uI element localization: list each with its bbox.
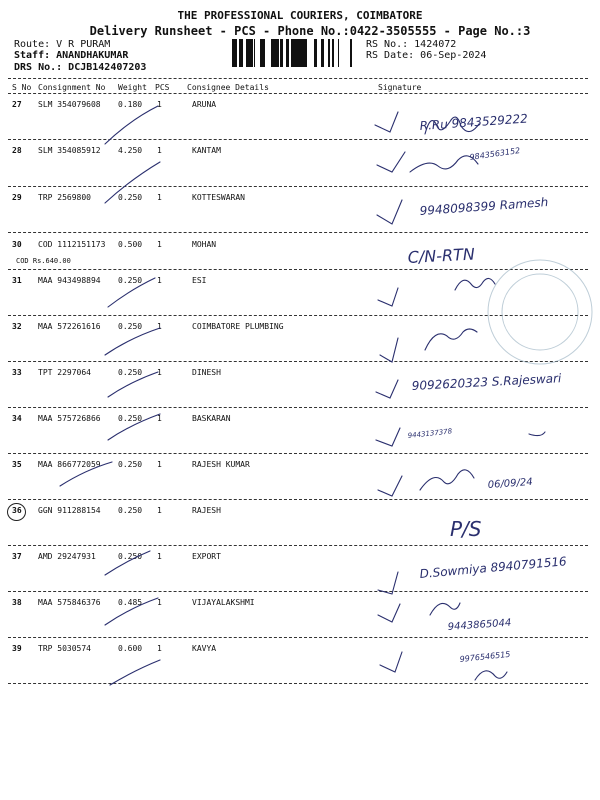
row-27-signature: R.Ru 9843529222 [419,111,529,133]
tick-mark [108,372,158,397]
sig-tick [376,428,400,446]
row-weight: 0.250 [118,368,143,377]
row-pcs: 1 [157,506,162,515]
row-pcs: 1 [157,552,162,561]
row-35-signature: 06/09/24 [487,476,534,491]
runsheet-subtitle: Delivery Runsheet - PCS - Phone No.:0422-3505555 - Page No.:3 [89,24,531,38]
row-sno: 39 [12,644,22,653]
tick-mark [108,278,155,307]
row-pcs: 1 [157,100,162,109]
row-sno: 38 [12,598,22,607]
row-34-signature: 9443137378 [407,427,453,440]
row-33-signature: 9092620323 S.Rajeswari [411,371,562,393]
row-weight: 0.250 [118,460,143,469]
row-pcs: 1 [157,460,162,469]
row-weight: 0.250 [118,414,143,423]
row-weight: 0.250 [118,193,143,202]
sig-tick [378,572,398,594]
company-title: THE PROFESSIONAL COURIERS, COIMBATORE [177,9,423,22]
row-pcs: 1 [157,368,162,377]
row-sno: 27 [12,100,22,109]
sig-scribble [455,278,495,290]
row-pcs: 1 [157,193,162,202]
row-29-signature: 9948098399 Ramesh [419,195,549,218]
row-consignment-no: MAA 572261616 [38,322,101,331]
col-pcs-header: PCS [155,83,170,92]
sig-tick [378,604,400,622]
sig-tick [375,112,398,132]
row-pcs: 1 [157,146,162,155]
row-36-signature: P/S [450,517,482,541]
sig-scribble [475,671,507,680]
col-consignee-header: Consignee Details [187,83,269,92]
row-consignment-no: SLM 354079608 [38,100,101,109]
row-consignee: KANTAM [192,146,221,155]
tick-mark [105,328,160,355]
row-sno: 32 [12,322,22,331]
row-sno: 37 [12,552,22,561]
rs-number: RS No.: 1424072 [366,39,457,50]
sig-tick [376,380,398,398]
row-consignment-no: TRP 2569800 [38,193,91,202]
row-weight: 0.500 [118,240,143,249]
row-consignment-no: MAA 575726866 [38,414,101,423]
row-30-signature: C/N-RTN [407,244,476,267]
rs-date: RS Date: 06-Sep-2024 [366,50,487,61]
sig-tick [380,338,398,362]
row-weight: 0.180 [118,100,143,109]
row-pcs: 1 [157,644,162,653]
row-consignee: COIMBATORE PLUMBING [192,322,284,331]
tick-mark [105,551,150,575]
row-sno: 30 [12,240,22,249]
row-consignee: KAVYA [192,644,217,653]
row-consignment-no: MAA 575846376 [38,598,101,607]
row-weight: 0.250 [118,506,143,515]
row-consignee: MOHAN [192,240,217,249]
row-consignment-no: AMD 29247931 [38,552,96,561]
tick-mark [60,462,112,486]
row-37-signature: D.Sowmiya 8940791516 [419,554,568,581]
row-sno: 35 [12,460,22,469]
row-consignment-no: MAA 943498894 [38,276,101,285]
row-weight: 4.250 [118,146,143,155]
col-weight-header: Weight [118,83,147,92]
row-consignee: RAJESH KUMAR [192,460,250,469]
row-consignee: DINESH [192,368,221,377]
col-sno-header: S No [12,83,32,92]
row-weight: 0.250 [118,552,143,561]
row-28-signature: 9843563152 [469,145,521,162]
row-pcs: 1 [157,322,162,331]
row-consignment-no: TRP 5030574 [38,644,91,653]
sig-tick [378,288,398,306]
row-consignment-no: TPT 2297064 [38,368,91,377]
row-pcs: 1 [157,414,162,423]
row-consignee: VIJAYALAKSHMI [192,598,255,607]
tick-mark [110,660,160,685]
col-signature-header: Signature [378,83,422,92]
row-sno: 29 [12,193,22,202]
row-sno: 28 [12,146,22,155]
sig-tick [377,200,402,224]
row-consignee: RAJESH [192,506,221,515]
row-consignment-no: SLM 354085912 [38,146,101,155]
row-weight: 0.600 [118,644,143,653]
sig-tick [380,652,402,672]
row-pcs: 1 [157,276,162,285]
row-consignment-no: GGN 911288154 [38,506,101,515]
sig-scribble [430,603,460,615]
row-consignee: ESI [192,276,207,285]
route-label: Route: V R PURAM [14,39,111,50]
sig-scribble [529,432,545,436]
staff-label: Staff: ANANDHAKUMAR [14,50,129,61]
tick-mark [105,106,158,144]
col-consignment-header: Consignment No [38,83,106,92]
row-sno: 36 [12,506,22,515]
row-weight: 0.250 [118,322,143,331]
row-sno: 33 [12,368,22,377]
row-weight: 0.250 [118,276,143,285]
stamp-seal [488,260,592,364]
row-weight: 0.485 [118,598,143,607]
tick-mark [105,598,158,625]
row-consignment-no: MAA 866772059 [38,460,101,469]
sig-tick [378,476,402,496]
sig-scribble [420,470,474,490]
sig-tick [377,152,405,172]
row-consignment-no: COD 1112151173 [38,240,106,249]
tick-mark [105,162,160,203]
row-consignee: KOTTESWARAN [192,193,245,202]
sig-scribble [425,329,477,350]
row-38-signature: 9443865044 [447,617,512,633]
row-consignee: BASKARAN [192,414,231,423]
sig-scribble [410,156,478,172]
row-pcs: 1 [157,240,162,249]
row-cod-amount: COD Rs.640.00 [16,257,71,265]
tick-mark [108,414,160,440]
row-sno: 31 [12,276,22,285]
row-39-signature: 9976546515 [459,649,511,664]
drs-number: DRS No.: DCJB142407203 [14,62,147,73]
row-sno: 34 [12,414,22,423]
row-consignee: EXPORT [192,552,221,561]
row-consignee: ARUNA [192,100,217,109]
row-pcs: 1 [157,598,162,607]
